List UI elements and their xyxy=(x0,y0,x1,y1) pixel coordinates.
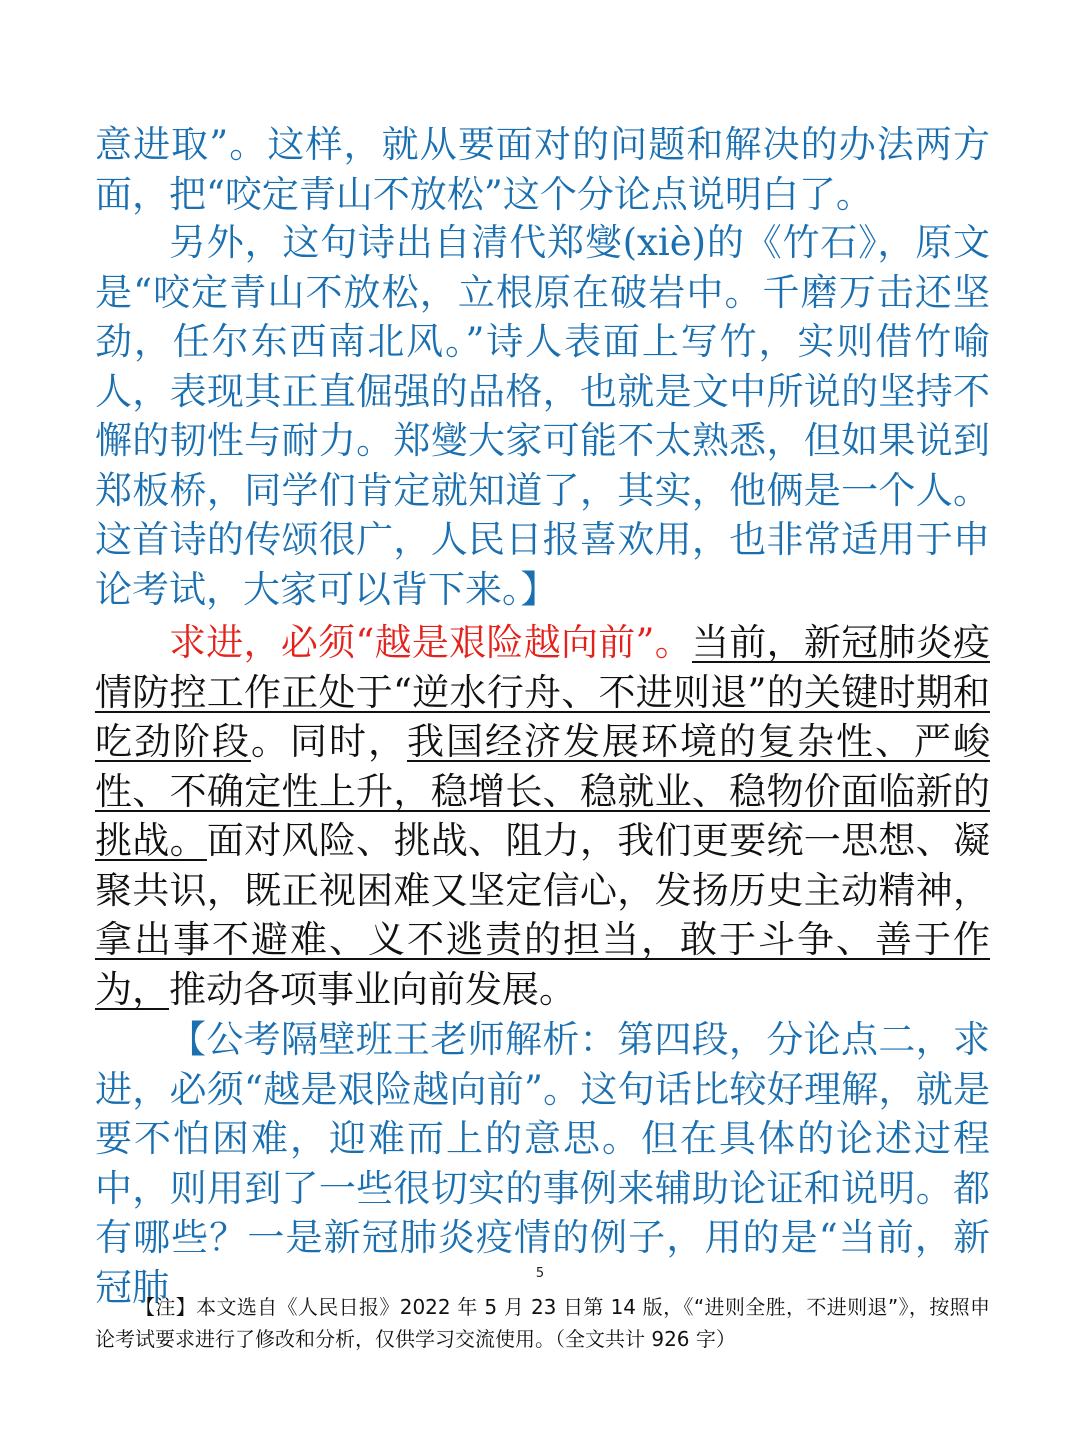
sentence-closing: 推动各项事业向前发展。 xyxy=(169,967,576,1011)
sentence-connector: 。同时， xyxy=(251,720,407,763)
underlined-sentence-economy: 我国经济发展环境的复杂性、严峻性、不确定性上升，稳增长、稳就业、稳物价面临新的挑战。 xyxy=(95,720,990,862)
underlined-sentence-responsibility: 拿出事不避难、义不逃责的担当，敢于斗争、善于作为， xyxy=(95,918,990,1011)
sub-argument-heading: 求进，必须“越是艰险越向前”。 xyxy=(169,621,693,664)
footnote: 【注】本文选自《人民日报》2022 年 5 月 23 日第 14 版，《“进则全胜，不进则退”》，按照申论考试要求进行了修改和分析，仅供学习交流使用。（全文共计 926 字） xyxy=(95,1295,990,1351)
analysis-text: 【公考隔壁班王老师解析：第四段，分论点二，求进，必须“越是艰险越向前”。这句话比较好理解，就是要不怕困难，迎难而上的意思。但在具体的论述过程中，则用到了一些很切实的事例来辅助论证和说明。都有哪些？一是新冠肺炎疫情的例子，用的是“当前，新冠肺 xyxy=(95,1018,990,1309)
article-paragraph-four xyxy=(95,618,990,1014)
underlined-sentence-epidemic: 当前，新冠肺炎疫情防控工作正处于“逆水行舟、不进则退”的关键时期和吃劲阶段 xyxy=(95,621,990,763)
commentary-paragraph-poem-note xyxy=(95,218,990,614)
poem-note-text: 另外，这句诗出自清代郑燮(xiè)的《竹石》，原文是“咬定青山不放松，立根原在破岩中。千磨万击还坚劲，任尔东西南北风。”诗人表面上写竹，实则借竹喻人，表现其正直倔强的品格，也就是文中所说的坚持不懈的韧性与耐力。郑燮大家可能不太熟悉，但如果说到郑板桥，同学们肯定就知道了，其实，他俩是一个人。这首诗的传颂很广，人民日报喜欢用，也非常适用于申论考试，大家可以背下来。】 xyxy=(95,221,990,611)
commentary-paragraph-continued: 意进取”。这样，就从要面对的问题和解决的办法两方面，把“咬定青山不放松”这个分论点说明白了。 xyxy=(95,123,990,216)
page-number: 5 xyxy=(535,1266,545,1281)
sentence-response: 面对风险、挑战、阻力，我们更要统一思想、凝聚共识，既正视困难又坚定信心，发扬历史主动精神， xyxy=(95,819,991,912)
